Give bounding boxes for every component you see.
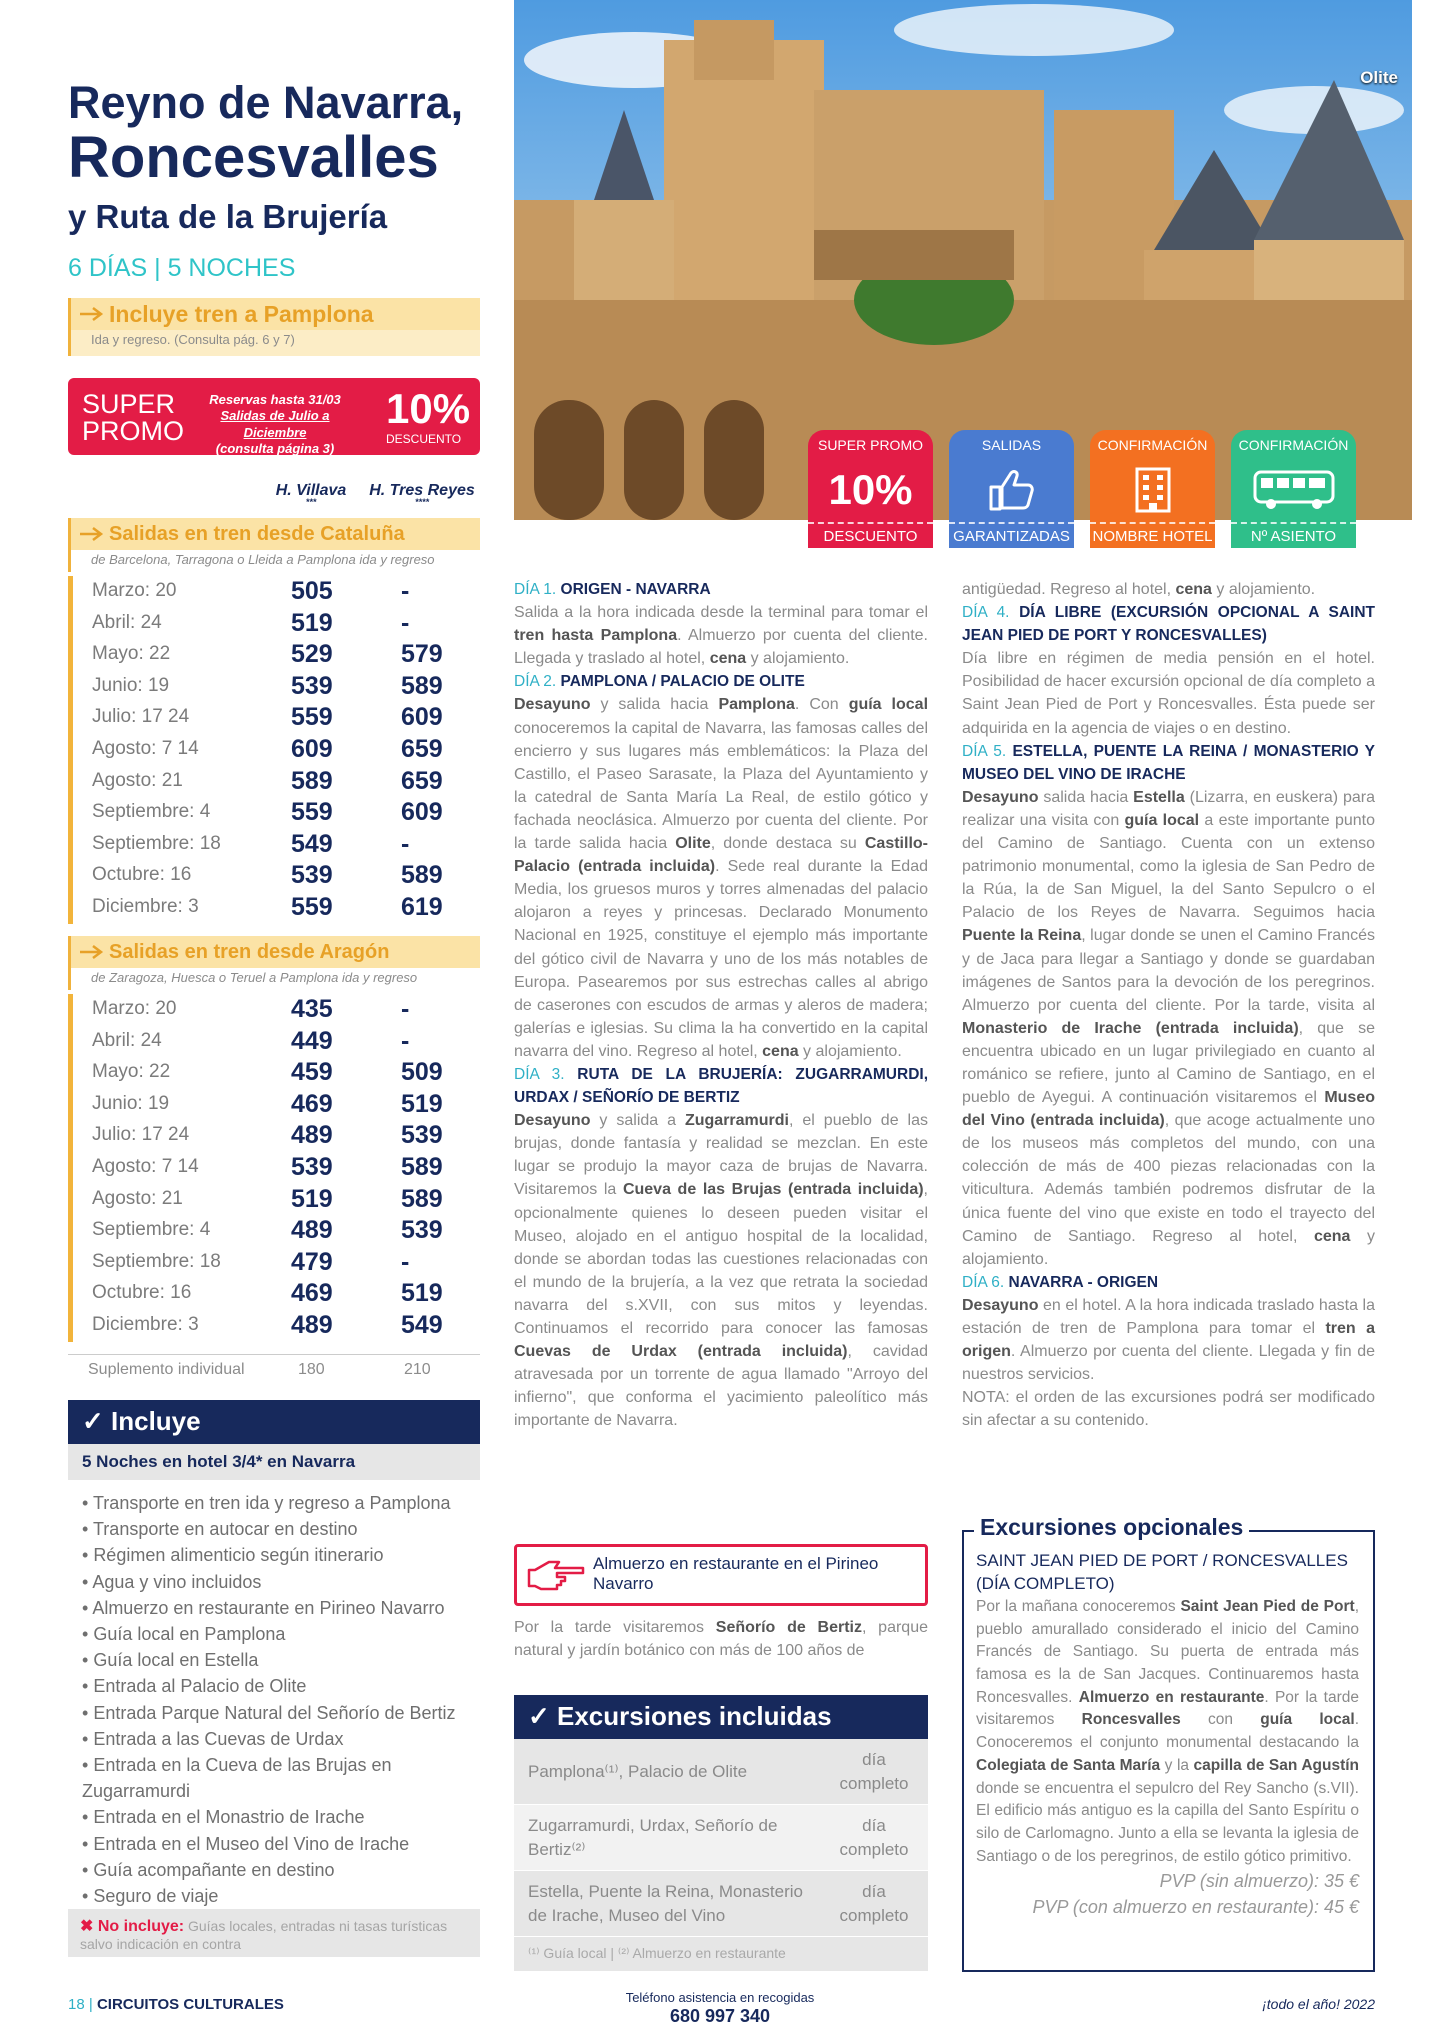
thumbs-up-icon	[949, 464, 1074, 516]
departure-date: Diciembre: 3	[92, 895, 199, 917]
price-hotel-1: 539	[291, 671, 333, 700]
price-hotel-1: 529	[291, 640, 333, 669]
price-hotel-1: 559	[291, 703, 333, 732]
badge-1	[808, 430, 933, 548]
incluye-item: • Guía local en Pamplona	[82, 1624, 286, 1645]
price-hotel-1: 435	[291, 995, 333, 1023]
incluye-item: • Guía acompañante en destino	[82, 1859, 335, 1880]
price-row	[73, 702, 480, 734]
price-hotel-2: 659	[401, 734, 443, 763]
day-2-title: DÍA 2. PAMPLONA / PALACIO DE OLITE	[514, 673, 805, 691]
departure-date: Mayo: 22	[92, 643, 171, 665]
restaurant-note-text: Almuerzo en restaurante en el Pirineo Navarro	[593, 1554, 879, 1593]
hotel-2-header: H. Tres Reyes ****	[369, 482, 475, 507]
nota: NOTA: el orden de las excursiones podrá ser modificado sin afectar a su contenido.	[962, 1389, 1375, 1430]
cataluna-header: Salidas en tren desde Cataluña de Barcelona, Tarragona o Lleida a Pamplona ida y regreso	[68, 518, 480, 572]
aragon-header: Salidas en tren desde Aragón de Zaragoza, Huesca o Teruel a Pamplona ida y regreso	[68, 936, 480, 990]
price-hotel-2: -	[401, 995, 410, 1023]
badge-top-label: CONFIRMACIÓN	[1097, 437, 1208, 453]
badge-top-label: CONFIRMACIÓN	[1238, 437, 1349, 453]
incluye-item: • Transporte en autocar en destino	[82, 1519, 358, 1540]
duration: 6 DÍAS | 5 NOCHES	[68, 254, 296, 282]
price-row	[73, 1310, 480, 1342]
price-row	[73, 671, 480, 703]
day-5-text: Desayuno salida hacia Estella (Lizarra, en euskera) para realizar una visita con guía local a este importante punto del Camino de Santiago. Cuenta con un extenso patrimonio monumental, como la iglesia de San Pedro de la Rúa, la de San Miguel, la del Santo Sepulcro o el Palacio de los Reyes de Navarra. Seguimos hacia Puente la Reina, lugar donde se unen el Camino Francés y de Jaca para llegar a Santiago y donde se guardaban imágenes de Santos para la devoción de los peregrinos. Almuerzo por cuenta del cliente. Por la tarde, visita al Monasterio de Irache (entrada incluida), que se encuentra ubicado en un lugar privilegiado en cuanto al románico se refiere, junto al Camino de Santiago, en el pueblo de Ayegui. A continuación visitaremos el Museo del Vino (entrada incluida), que acoge actualmente uno de los museos más completos del mundo, con una colección de más de 400 piezas relacionadas con la viticultura. Además también podremos disfrutar de la única fuente del vino que existe en todo el trayecto del Camino de Santiago. Regreso al hotel, cena y alojamiento.	[962, 788, 1376, 1268]
arrow-icon	[79, 944, 105, 960]
departure-date: Septiembre: 18	[92, 1250, 221, 1272]
title-line-3: y Ruta de la Brujería	[68, 198, 388, 235]
incluye-box	[68, 1400, 480, 1957]
price-hotel-2: 539	[401, 1216, 443, 1245]
pvp-sin-almuerzo: PVP (sin almuerzo): 35 €	[1159, 1871, 1359, 1892]
aragon-subtitle: de Zaragoza, Huesca o Teruel a Pamplona ida y regreso	[71, 968, 480, 990]
price-hotel-1: 469	[291, 1279, 333, 1308]
price-hotel-2: -	[401, 1026, 410, 1055]
excursion-duration: día completo	[839, 1749, 909, 1793]
departure-date: Agosto: 7 14	[92, 1155, 199, 1177]
departure-date: Mayo: 22	[92, 1061, 171, 1083]
opcionales-text: Por la mañana conoceremos Saint Jean Pied de Port, pueblo amurallado considerado el inicio del Camino Francés de Santiago. Su puerta de entrada más famosa es la de San Jacques. Continuaremos hasta Roncesvalles. Almuerzo en restaurante. Por la tarde visitaremos Roncesvalles con guía local. Conoceremos el conjunto monumental destacando la Colegiata de Santa María y la capilla de San Agustín donde se encuentra el sepulcro del Rey Sancho (s.VII). El edificio más antiguo es la capilla del Santo Espíritu o silo de Carlomagno. Junto a ella se levanta la iglesia de Santiago o de los peregrinos, de estilo gótico primitivo.	[976, 1597, 1360, 1865]
excursiones-incluidas	[514, 1695, 928, 1971]
price-row	[73, 766, 480, 798]
price-hotel-1: 459	[291, 1058, 333, 1087]
excursiones-opcionales	[962, 1514, 1375, 1972]
departure-date: Julio: 17 24	[92, 706, 190, 728]
promo-promo: PROMO	[82, 416, 185, 446]
price-hotel-1: 549	[291, 829, 333, 858]
price-row	[73, 892, 480, 924]
incluye-item: • Régimen alimenticio según itinerario	[82, 1545, 384, 1566]
price-hotel-1: 479	[291, 1247, 333, 1276]
price-hotel-2: 659	[401, 766, 443, 795]
price-hotel-1: 519	[291, 608, 333, 637]
day-4-title: DÍA 4. DÍA LIBRE (EXCURSIÓN OPCIONAL A SAINT JEAN PIED DE PORT Y RONCESVALLES)	[962, 604, 1376, 645]
cataluna-price-table	[68, 576, 480, 924]
price-hotel-1: 539	[291, 1152, 333, 1181]
price-row	[73, 1089, 480, 1121]
day-3-title: DÍA 3. RUTA DE LA BRUJERÍA: ZUGARRAMURDI, URDAX / SEÑORÍO DE BERTIZ	[514, 1065, 929, 1107]
suplemento-row	[68, 1354, 480, 1384]
suplemento-v1: 180	[298, 1361, 325, 1378]
incluye-title: ✓ Incluye	[68, 1400, 480, 1444]
day-3-continued: antigüedad. Regreso al hotel, cena y alojamiento.	[962, 581, 1316, 598]
badge-bottom-label: DESCUENTO	[808, 522, 933, 548]
incluye-list	[68, 1480, 480, 1909]
incluye-item: • Almuerzo en restaurante en Pirineo Navarro	[82, 1597, 445, 1618]
photo-caption: Olite	[1360, 68, 1398, 87]
price-hotel-2: 589	[401, 861, 443, 890]
excursion-row	[514, 1871, 928, 1937]
train-box-title: Incluye tren a Pamplona	[109, 301, 374, 327]
pvp-con-almuerzo: PVP (con almuerzo en restaurante): 45 €	[1032, 1897, 1359, 1918]
departure-date: Junio: 19	[92, 1092, 170, 1114]
title-line-1: Reyno de Navarra,	[68, 77, 464, 128]
price-row	[73, 1026, 480, 1058]
price-hotel-2: 579	[401, 640, 443, 669]
excursion-duration: día completo	[839, 1815, 909, 1859]
excursion-row	[514, 1805, 928, 1871]
excursion-row	[514, 1739, 928, 1805]
suplemento-v2: 210	[404, 1361, 431, 1378]
itinerary-column-1	[514, 578, 928, 1432]
departure-date: Marzo: 20	[92, 998, 177, 1019]
badge-2	[949, 430, 1074, 548]
price-hotel-2: 519	[401, 1089, 443, 1118]
price-hotel-2: 619	[401, 892, 443, 921]
promo-percent: 10%	[386, 385, 471, 432]
cataluna-subtitle: de Barcelona, Tarragona o Lleida a Pamplona ida y regreso	[71, 550, 480, 572]
day-5-title: DÍA 5. ESTELLA, PUENTE LA REINA / MONASTERIO Y MUSEO DEL VINO DE IRACHE	[962, 742, 1376, 783]
hotel-icon	[1090, 464, 1215, 516]
price-hotel-2: -	[401, 577, 410, 605]
price-row	[73, 1057, 480, 1089]
departure-date: Septiembre: 4	[92, 801, 211, 823]
price-hotel-2: 589	[401, 1152, 443, 1181]
departure-date: Junio: 19	[92, 674, 170, 696]
price-row	[73, 1278, 480, 1310]
price-row	[73, 608, 480, 640]
price-hotel-2: 539	[401, 1121, 443, 1150]
footer-year: ¡todo el año! 2022	[1262, 1996, 1375, 2012]
suplemento-label: Suplemento individual	[88, 1361, 245, 1378]
price-row	[73, 1184, 480, 1216]
promo-descuento: DESCUENTO	[386, 432, 462, 446]
promo-super: SUPER	[82, 389, 176, 419]
excursion-name: Estella, Puente la Reina, Monasterio de Irache, Museo del Vino	[528, 1881, 803, 1925]
badge-bottom-label: NOMBRE HOTEL	[1090, 522, 1215, 548]
train-box-subtitle: Ida y regreso. (Consulta pág. 6 y 7)	[71, 330, 480, 356]
excursiones-footnote: ⁽¹⁾ Guía local | ⁽²⁾ Almuerzo en restaurante	[514, 1937, 928, 1971]
incluye-item: • Agua y vino incluidos	[82, 1571, 262, 1592]
price-hotel-1: 505	[291, 577, 333, 605]
opcionales-title: Excursiones opcionales	[974, 1514, 1249, 1541]
price-row	[73, 1215, 480, 1247]
itinerary-column-2	[962, 578, 1375, 1432]
badge-top-label: SUPER PROMO	[817, 437, 923, 453]
day-4-text: Día libre en régimen de media pensión en el hotel. Posibilidad de hacer excursión opcional de día completo a Saint Jean Pied de Port y Roncesvalles. Ésta puede ser adquirida en la agencia de viajes o en destino.	[962, 650, 1375, 737]
price-row	[73, 1120, 480, 1152]
price-row	[73, 1152, 480, 1184]
day-6-title: DÍA 6. NAVARRA - ORIGEN	[962, 1273, 1159, 1291]
promo-line3: (consulta página 3)	[215, 440, 335, 456]
excursion-name: Pamplona⁽¹⁾, Palacio de Olite	[528, 1761, 748, 1781]
badge-top-label: SALIDAS	[981, 437, 1042, 453]
day-2-text: Desayuno y salida hacia Pamplona. Con guía local conoceremos la capital de Navarra, las famosas calles del encierro y sus lugares más emblemáticos: la Plaza del Castillo, el Paseo Sarasate, la Plaza del Ayuntamiento y la catedral de Santa María La Real, de estilo gótico y fachada neoclásica. Almuerzo por cuenta del cliente. Por la tarde salida hacia Olite, donde destaca su Castillo- Palacio (entrada incluida). Sede real durante la Edad Media, los gruesos muros y torres almenadas del palacio alojaron a reyes y princesas. Declarado Monumento Nacional en 1925, constituye el ejemplo más importante del gótico civil de Navarra y uno de los más notables de Europa. Pasearemos por sus estrechas calles al abrigo de caserones con escudos de armas y aleros de madera; galerías e iglesias. Su clima la ha convertido en la capital navarra del vino. Regreso al hotel, cena y alojamiento.	[514, 696, 929, 1060]
price-row	[73, 576, 480, 608]
hotel-1-header: H. Villava ***	[275, 482, 347, 507]
price-hotel-2: 589	[401, 1184, 443, 1213]
train-arrow-icon	[79, 306, 105, 322]
excursiones-incluidas-title: ✓ Excursiones incluidas	[514, 1695, 928, 1739]
promo-line2: Salidas de Julio a Diciembre	[220, 408, 330, 440]
day-3-text: Desayuno y salida a Zugarramurdi, el pueblo de las brujas, donde fantasía y realidad se mezclan. En este lugar se produjo la mayor caza de brujas de Navarra. Visitaremos la Cueva de las Brujas (entrada incluida), opcionalmente quienes lo deseen pueden visitar el Museo, alojado en el antiguo hospital de la localidad, donde se abordan todas las cuestiones relacionadas con el mundo de la brujería, a la vez que retrata la sociedad navarra del s.XVII, con sus mitos y leyendas. Continuamos el recorrido para conocer las famosas Cuevas de Urdax (entrada incluida), cavidad atravesada por un torrente de agua llamado "Arroyo del infierno", que conforma el yacimiento paleolítico más importante de Navarra.	[514, 1112, 928, 1430]
departure-date: Marzo: 20	[92, 580, 177, 601]
incluye-item: • Entrada a las Cuevas de Urdax	[82, 1728, 344, 1749]
departure-date: Agosto: 7 14	[92, 737, 199, 759]
departure-date: Agosto: 21	[92, 1187, 183, 1209]
price-hotel-1: 489	[291, 1216, 333, 1245]
restaurant-note	[514, 1544, 928, 1606]
price-row	[73, 734, 480, 766]
no-incluye-icon: ✖	[80, 1918, 98, 1936]
price-hotel-1: 469	[291, 1089, 333, 1118]
price-row	[73, 829, 480, 861]
train-included-box	[68, 298, 480, 356]
incluye-item: • Entrada Parque Natural del Señorío de Bertiz	[82, 1702, 456, 1723]
price-hotel-2: -	[401, 1247, 410, 1276]
opcionales-subtitle: SAINT JEAN PIED DE PORT / RONCESVALLES (DÍA COMPLETO)	[976, 1551, 1348, 1593]
price-hotel-1: 519	[291, 1184, 333, 1213]
incluye-item: • Guía local en Estella	[82, 1650, 259, 1671]
price-hotel-2: 509	[401, 1058, 443, 1087]
super-promo-banner	[68, 378, 480, 455]
aragon-price-table	[68, 994, 480, 1342]
price-hotel-1: 489	[291, 1310, 333, 1339]
departure-date: Octubre: 16	[92, 1282, 192, 1304]
departure-date: Julio: 17 24	[92, 1124, 190, 1146]
badge-percent: 10%	[828, 466, 913, 513]
price-row	[73, 797, 480, 829]
price-hotel-2: 549	[401, 1310, 443, 1339]
departure-date: Agosto: 21	[92, 769, 183, 791]
departure-date: Abril: 24	[92, 1029, 162, 1051]
incluye-item: • Entrada en el Museo del Vino de Irache	[82, 1833, 410, 1854]
price-hotel-1: 449	[291, 1026, 333, 1055]
incluye-item: • Entrada en la Cueva de las Brujas en Zugarramurdi	[82, 1755, 392, 1802]
afternoon-text: Por la tarde visitaremos Señorío de Bertiz, parque natural y jardín botánico con más de 100 años de	[514, 1619, 928, 1660]
footer-page: 18 | CIRCUITOS CULTURALES	[68, 1996, 284, 2013]
excursion-name: Zugarramurdi, Urdax, Señorío de Bertiz⁽²⁾	[528, 1815, 778, 1859]
price-hotel-2: -	[401, 829, 410, 858]
bus-icon	[1231, 464, 1356, 516]
price-hotel-2: 609	[401, 798, 443, 827]
excursion-duration: día completo	[839, 1881, 909, 1925]
badge-3	[1090, 430, 1215, 548]
day-1-title: DÍA 1. ORIGEN - NAVARRA	[514, 581, 711, 598]
departure-date: Septiembre: 18	[92, 832, 221, 854]
price-row	[73, 994, 480, 1026]
price-hotel-2: -	[401, 608, 410, 637]
incluye-item: • Entrada al Palacio de Olite	[82, 1676, 307, 1697]
title-line-2: Roncesvalles	[68, 125, 439, 190]
departure-date: Diciembre: 3	[92, 1313, 199, 1335]
departure-date: Septiembre: 4	[92, 1219, 211, 1241]
day-6-text: Desayuno en el hotel. A la hora indicada traslado hasta la estación de tren de Pamplona para tomar el tren a origen. Almuerzo por cuenta del cliente. Llegada y fin de nuestros servicios.	[962, 1296, 1375, 1384]
price-hotel-1: 589	[291, 766, 333, 795]
price-hotel-1: 559	[291, 892, 333, 921]
badge-bottom-label: GARANTIZADAS	[949, 522, 1074, 548]
departure-date: Abril: 24	[92, 611, 162, 633]
promo-line1: Reservas hasta 31/03	[209, 392, 341, 407]
badge-bottom-label: Nº ASIENTO	[1231, 522, 1356, 548]
price-hotel-1: 539	[291, 861, 333, 890]
price-hotel-2: 519	[401, 1279, 443, 1308]
incluye-subtitle: 5 Noches en hotel 3/4* en Navarra	[68, 1444, 480, 1480]
price-row	[73, 639, 480, 671]
price-hotel-1: 489	[291, 1121, 333, 1150]
no-incluye: ✖ No incluye: Guías locales, entradas ni tasas turísticas salvo indicación en contra	[68, 1909, 480, 1957]
price-hotel-1: 609	[291, 734, 333, 763]
incluye-item: • Seguro de viaje	[82, 1886, 219, 1907]
incluye-item: • Transporte en tren ida y regreso a Pamplona	[82, 1493, 451, 1513]
pointing-hand-icon	[527, 1559, 585, 1591]
departure-date: Octubre: 16	[92, 864, 192, 886]
day-1-text: Salida a la hora indicada desde la terminal para tomar el tren hasta Pamplona. Almuerzo por cuenta del cliente. Llegada y traslado al hotel, cena y alojamiento.	[514, 604, 929, 668]
price-row	[73, 860, 480, 892]
price-hotel-2: 609	[401, 703, 443, 732]
footer-phone: Teléfono asistencia en recogidas 680 997 340	[625, 1990, 815, 2026]
incluye-item: • Entrada en el Monastrio de Irache	[82, 1807, 365, 1828]
price-row	[73, 1247, 480, 1279]
price-hotel-1: 559	[291, 798, 333, 827]
arrow-icon	[79, 526, 105, 542]
badge-4	[1231, 430, 1356, 548]
price-hotel-2: 589	[401, 671, 443, 700]
